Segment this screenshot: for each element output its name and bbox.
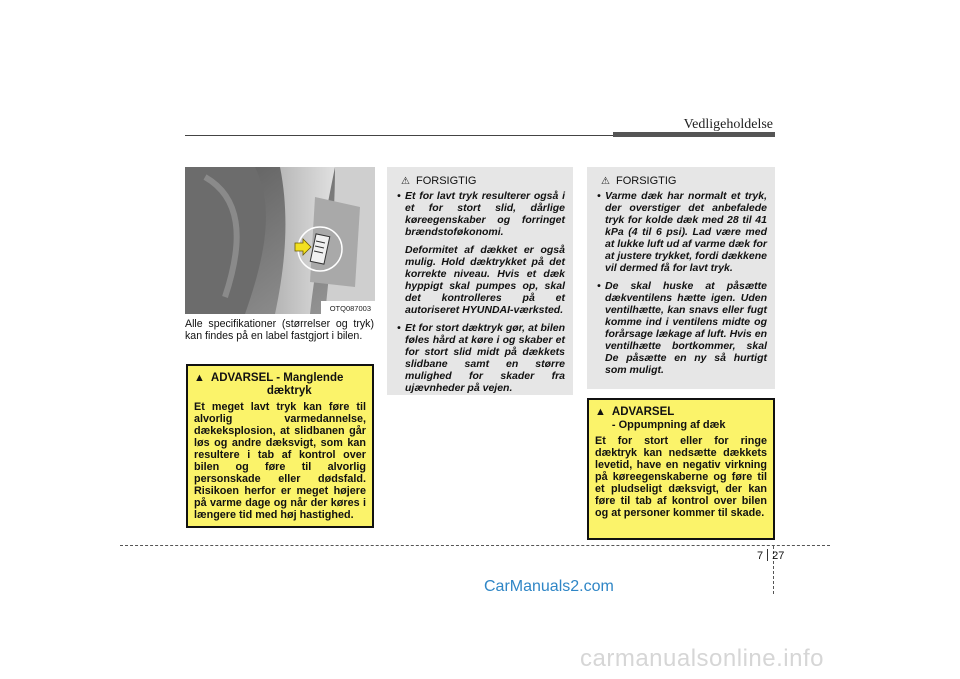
warning-subtitle: - Oppumpning af dæk [611,419,726,431]
caution-title: FORSIGTIG [615,175,677,187]
warning-box-2 [587,398,775,540]
warning-title: ADVARSEL - Manglende [210,372,344,384]
page-number-value: 27 [772,550,785,562]
caution-header [401,175,565,187]
warning-title: ADVARSEL [611,406,675,418]
caution-header [601,175,767,187]
caution-box-2 [587,167,775,389]
warning-triangle-icon: ▲ [595,406,606,418]
chapter-number: 7 [757,550,764,562]
header-rule [185,135,615,136]
caution-item: • De skal huske at påsætte dækventilens hætte igen. Uden ventilhætte, kan snavs eller fugt komme ind i ventilens midte og forårsage lækage af luft. Hvis en ventilhætte bortkommer, skal De påsætte en ny så hurtigt som muligt. [597,280,767,376]
section-title: Vedligeholdelse [683,117,773,132]
warning-title-line2: dæktryk [266,385,312,397]
caution-title: FORSIGTIG [415,175,477,187]
watermark-top: CarManuals2.com [484,578,614,595]
page-number [757,549,784,562]
caution-box-1 [387,167,573,395]
intro-text: Alle specifikationer (størrelser og tryk) kan findes på en label fastgjort i bilen. [185,318,374,342]
caution-triangle-icon: ⚠ [601,175,610,187]
warning-box-1 [186,364,374,528]
header-rule-accent [613,132,775,137]
caution-item: • Et for lavt tryk resulterer også i et for stort slid, dårlige køreegenskaber og forringet brændstoføkonomi. [397,190,565,238]
watermark-bottom: carmanualsonline.info [580,645,824,672]
warning-body: Et for stort eller for ringe dæktryk kan nedsætte dækkets levetid, have en negativ virkning på køreegenskaberne og føre til et pludseligt dæksvigt, der kan føre til tab af kontrol over bilen og at personer kommer til skade. [595,435,767,519]
warning-header [194,372,366,398]
door-pillar-photo [185,167,375,314]
warning-triangle-icon: ▲ [194,372,205,384]
footer-divider [120,545,830,546]
warning-header [595,406,767,432]
caution-item-continuation: Deformitet af dækket er også mulig. Hold dæktrykket på det korrekte niveau. Hvis et dæk hyppigt skal pumpes op, skal det kontrolleres på et autoriseret HYUNDAI-værksted. [405,244,565,316]
image-code: OTQ087003 [329,304,371,313]
caution-item: • Et for stort dæktryk gør, at bilen føles hård at køre i og skaber et for stort slid midt på dækkets slidbane samt en større mulighed for skader fra ujævnheder på vejen. [397,322,565,394]
caution-item: • Varme dæk har normalt et tryk, der overstiger det anbefalede tryk for kolde dæk med 28 til 41 kPa (4 til 6 psi). Lad være med at lukke luft ud af varme dæk for at justere trykket, fordi dækkene vil dermed få for lavt tryk. [597,190,767,274]
caution-triangle-icon: ⚠ [401,175,410,187]
warning-body: Et meget lavt tryk kan føre til alvorlig varmedannelse, dækeksplosion, at slidbanen går løs og andre dæksvigt, som kan resultere i tab af kontrol over bilen og føre til alvorlig personskade eller dødsfald. Risikoen herfor er meget højere på varme dage og når der køres i længere tid med høj hastighed. [194,401,366,521]
